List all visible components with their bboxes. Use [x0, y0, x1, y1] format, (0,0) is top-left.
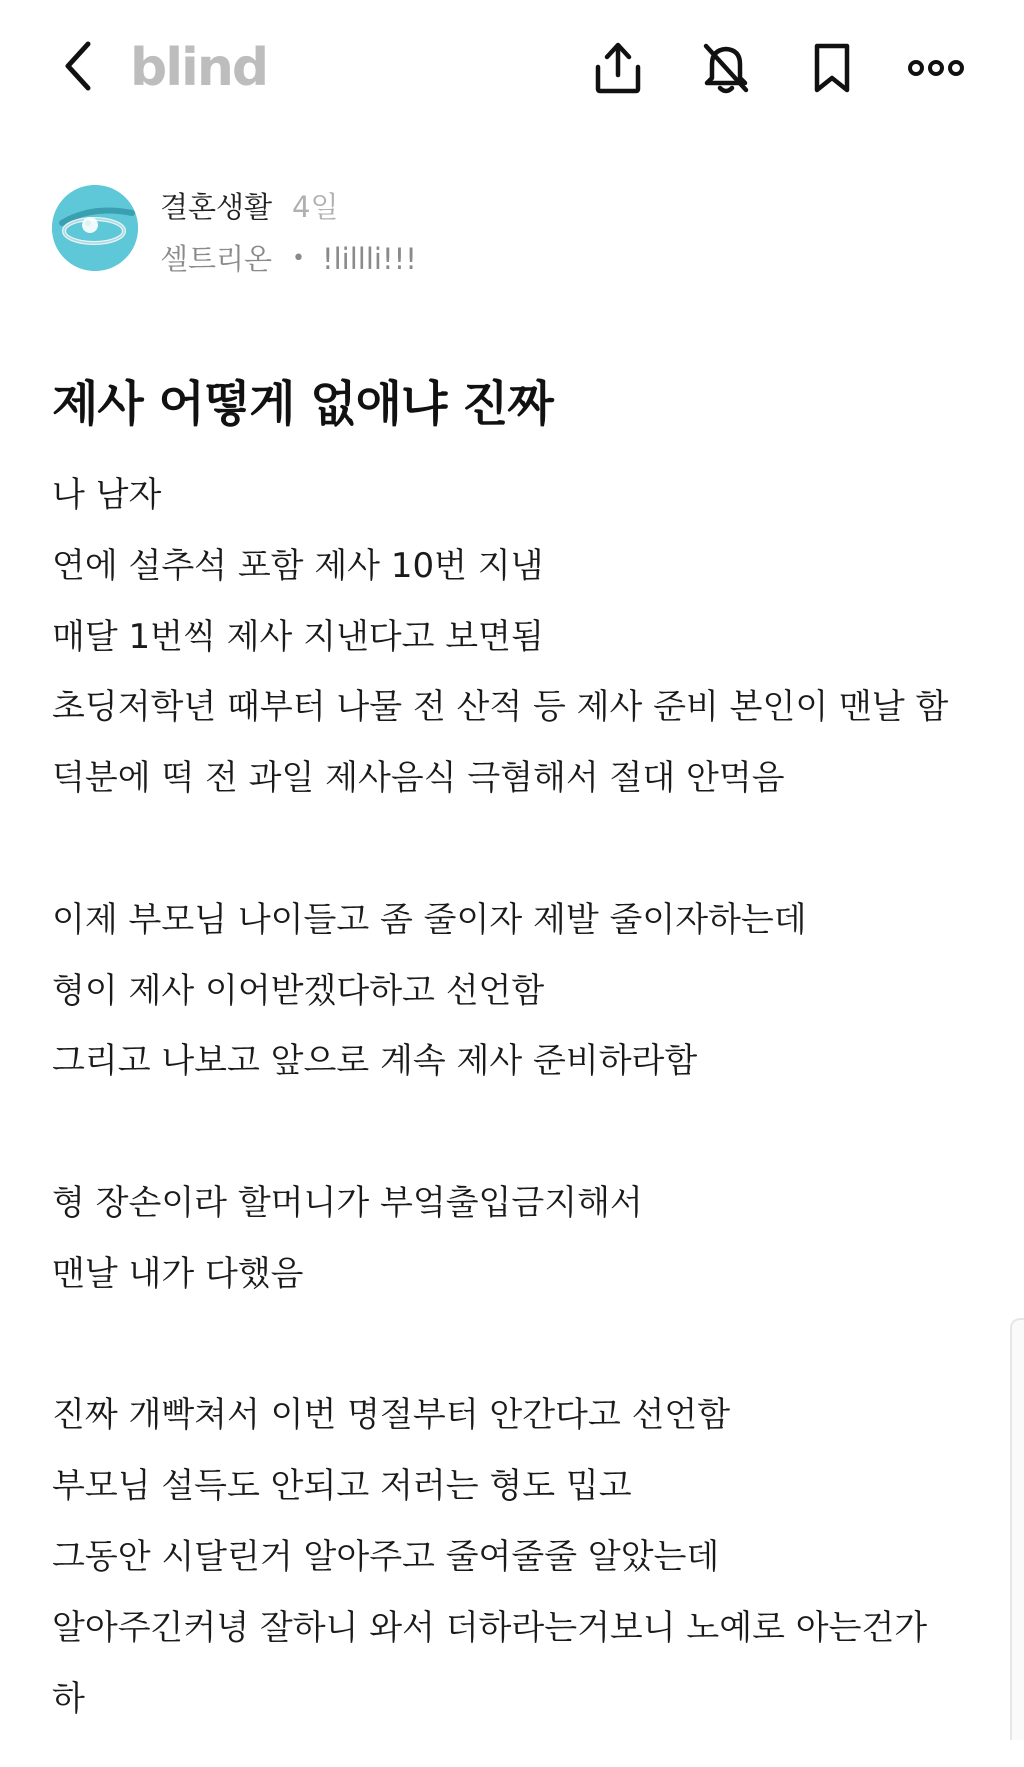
body-line	[52, 814, 972, 885]
notification-off-button[interactable]	[694, 36, 758, 100]
body-line: 이제 부모님 나이들고 좀 줄이자 제발 줄이자하는데	[52, 899, 807, 940]
post-author-info	[52, 185, 952, 285]
top-app-bar	[0, 0, 1024, 140]
body-line: 덕분에 떡 전 과일 제사음식 극혐해서 절대 안먹음	[52, 758, 785, 799]
share-button[interactable]	[586, 36, 650, 100]
body-line: 하	[52, 1678, 85, 1719]
avatar[interactable]	[52, 185, 138, 271]
body-line: 나 남자	[52, 475, 162, 515]
body-line: 그리고 나보고 앞으로 계속 제사 준비하라함	[52, 1041, 698, 1082]
body-line: 매달 1번씩 제사 지낸다고 보면됨	[52, 616, 544, 657]
body-line	[52, 1097, 972, 1168]
body-line: 초딩저학년 때부터 나물 전 산적 등 제사 준비 본인이 맨날 함	[52, 687, 949, 728]
bookmark-icon	[812, 41, 852, 95]
bell-off-icon	[700, 40, 752, 96]
share-icon	[593, 41, 643, 95]
body-line: 부모님 설득도 안되고 저러는 형도 밉고	[52, 1466, 632, 1507]
chevron-left-icon	[60, 40, 96, 92]
meta-separator: •	[292, 246, 305, 271]
author-company[interactable]: 셀트리온	[160, 242, 273, 276]
body-line	[52, 1310, 972, 1381]
body-line: 연에 설추석 포함 제사 10번 지냄	[52, 545, 544, 586]
body-line: 형 장손이라 할머니가 부엌출입금지해서	[52, 1182, 643, 1223]
back-button[interactable]	[48, 36, 108, 96]
post-time: 4일	[292, 190, 339, 224]
more-horizontal-icon	[907, 58, 965, 78]
scrollbar[interactable]	[1010, 1318, 1024, 1740]
body-line: 그동안 시달린거 알아주고 줄여줄줄 알았는데	[52, 1536, 720, 1577]
more-options-button[interactable]	[904, 36, 968, 100]
body-line: 알아주긴커녕 잘하니 와서 더하라는거보니 노예로 아는건가	[52, 1607, 928, 1648]
post-category[interactable]: 결혼생활	[160, 190, 273, 224]
body-line: 진짜 개빡쳐서 이번 명절부터 안간다고 선언함	[52, 1395, 731, 1436]
body-line: 형이 제사 이어받겠다하고 선언함	[52, 970, 545, 1011]
ring-image-icon	[52, 185, 138, 271]
author-nickname[interactable]: !lillli!!!	[322, 242, 417, 276]
body-line: 맨날 내가 다했음	[52, 1253, 304, 1294]
blind-logo[interactable]: blind	[130, 38, 268, 98]
post-title: 제사 어떻게 없애냐 진짜	[52, 376, 553, 432]
post-body	[52, 460, 972, 1734]
bookmark-button[interactable]	[800, 36, 864, 100]
